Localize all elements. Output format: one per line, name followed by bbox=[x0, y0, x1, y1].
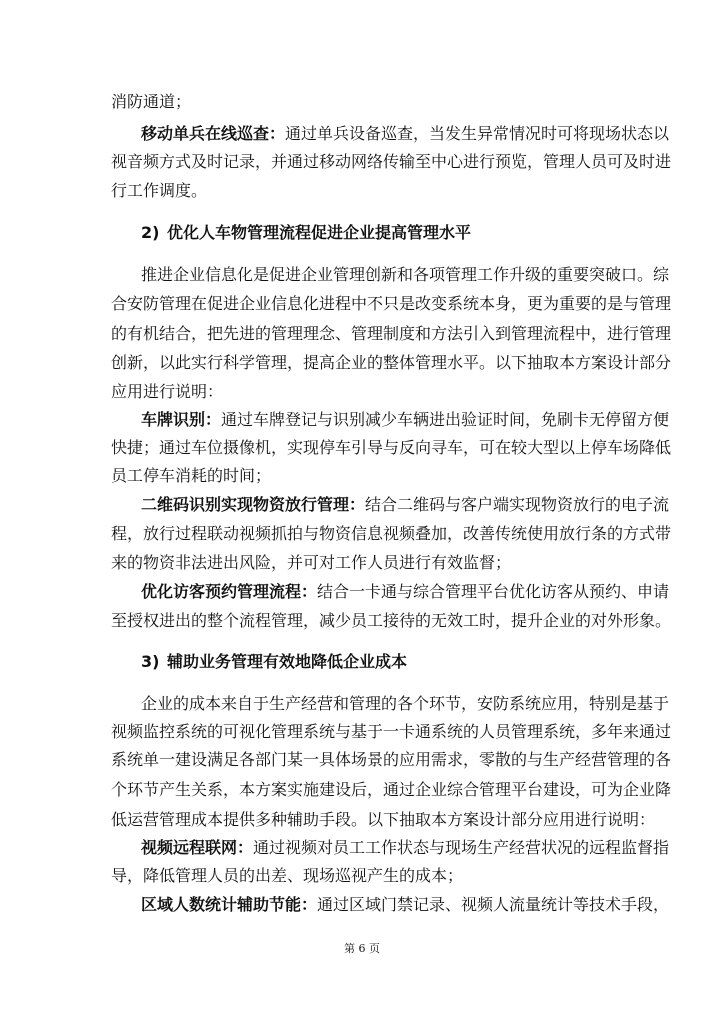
paragraph-line: 系统单一建设满足各部门某一具体场景的应用需求，零散的与生产经营管理的各 bbox=[111, 750, 672, 769]
term-area-counting: 区域人数统计辅助节能： bbox=[141, 895, 318, 914]
paragraph-line bbox=[141, 495, 670, 515]
line-text: 通过区域门禁记录、视频人流量统计等技术手段， bbox=[317, 895, 670, 914]
heading-number: 3) bbox=[141, 652, 160, 671]
term-qr-release: 二维码识别实现物资放行管理： bbox=[141, 495, 366, 514]
paragraph-line bbox=[141, 582, 670, 602]
line-text: 消防通道； bbox=[111, 92, 192, 111]
paragraph-line: 创新，以此实行科学管理，提高企业的整体管理水平。以下抽取本方案设计部分 bbox=[111, 353, 672, 372]
section-heading-2 bbox=[141, 223, 471, 243]
paragraph-line: 合安防管理在促进企业信息化进程中不只是改变系统本身，更为重要的是与管理 bbox=[111, 294, 672, 313]
section-heading-3 bbox=[141, 652, 407, 672]
paragraph-line: 快捷；通过车位摄像机，实现停车引导与反向寻车，可在较大型以上停车场降低 bbox=[111, 438, 672, 457]
line-text: 通过视频对员工工作状态与现场生产经营状况的远程监督指 bbox=[253, 838, 670, 857]
paragraph-line bbox=[141, 838, 670, 858]
heading-text: 辅助业务管理有效地降低企业成本 bbox=[167, 652, 408, 671]
line-text: 通过单兵设备巡查，当发生异常情况时可将现场状态以 bbox=[285, 124, 670, 143]
page-number-footer: 第 6 页 bbox=[344, 942, 380, 955]
paragraph-line: 来的物资非法进出风险，并可对工作人员进行有效监督； bbox=[111, 553, 512, 572]
line-text: 结合二维码与客户端实现物资放行的电子流 bbox=[365, 495, 670, 514]
paragraph-line: 视频监控系统的可视化管理系统与基于一卡通系统的人员管理系统，多年来通过 bbox=[111, 722, 672, 741]
paragraph-line: 企业的成本来自于生产经营和管理的各个环节，安防系统应用，特别是基于 bbox=[141, 694, 670, 713]
paragraph-line bbox=[111, 92, 619, 112]
term-mobile-patrol: 移动单兵在线巡查： bbox=[141, 124, 286, 143]
paragraph-line: 行工作调度。 bbox=[111, 181, 208, 200]
paragraph-line: 应用进行说明： bbox=[111, 382, 224, 401]
paragraph-line: 个环节产生关系，本方案实施建设后，通过企业综合管理平台建设，可为企业降 bbox=[111, 780, 672, 799]
term-visitor-booking: 优化访客预约管理流程： bbox=[141, 582, 318, 601]
heading-text: 优化人车物管理流程促进企业提高管理水平 bbox=[167, 223, 472, 242]
paragraph-line: 的有机结合，把先进的管理理念、管理制度和方法引入到管理流程中，进行管理 bbox=[111, 324, 672, 343]
paragraph-line: 视音频方式及时记录，并通过移动网络传输至中心进行预览，管理人员可及时进 bbox=[111, 152, 672, 171]
paragraph-line: 导，降低管理人员的出差、现场巡视产生的成本； bbox=[111, 866, 464, 885]
paragraph-line: 至授权进出的整个流程管理，减少员工接待的无效工时，提升企业的对外形象。 bbox=[111, 611, 672, 630]
paragraph-line: 员工停车消耗的时间； bbox=[111, 466, 272, 485]
paragraph-line: 程，放行过程联动视频抓拍与物资信息视频叠加，改善传统使用放行条的方式带 bbox=[111, 524, 672, 543]
paragraph-line bbox=[141, 410, 670, 430]
paragraph-line bbox=[141, 124, 670, 144]
term-plate-recognition: 车牌识别： bbox=[141, 410, 222, 429]
paragraph-line: 推进企业信息化是促进企业管理创新和各项管理工作升级的重要突破口。综 bbox=[141, 265, 670, 284]
paragraph-line: 低运营管理成本提供多种辅助手段。以下抽取本方案设计部分应用进行说明： bbox=[111, 810, 656, 829]
term-video-remote: 视频远程联网： bbox=[141, 838, 254, 857]
line-text: 通过车牌登记与识别减少车辆进出验证时间，免刷卡无停留方便 bbox=[221, 410, 670, 429]
paragraph-line bbox=[141, 895, 670, 915]
line-text: 结合一卡通与综合管理平台优化访客从预约、申请 bbox=[317, 582, 670, 601]
heading-number: 2) bbox=[141, 223, 160, 242]
